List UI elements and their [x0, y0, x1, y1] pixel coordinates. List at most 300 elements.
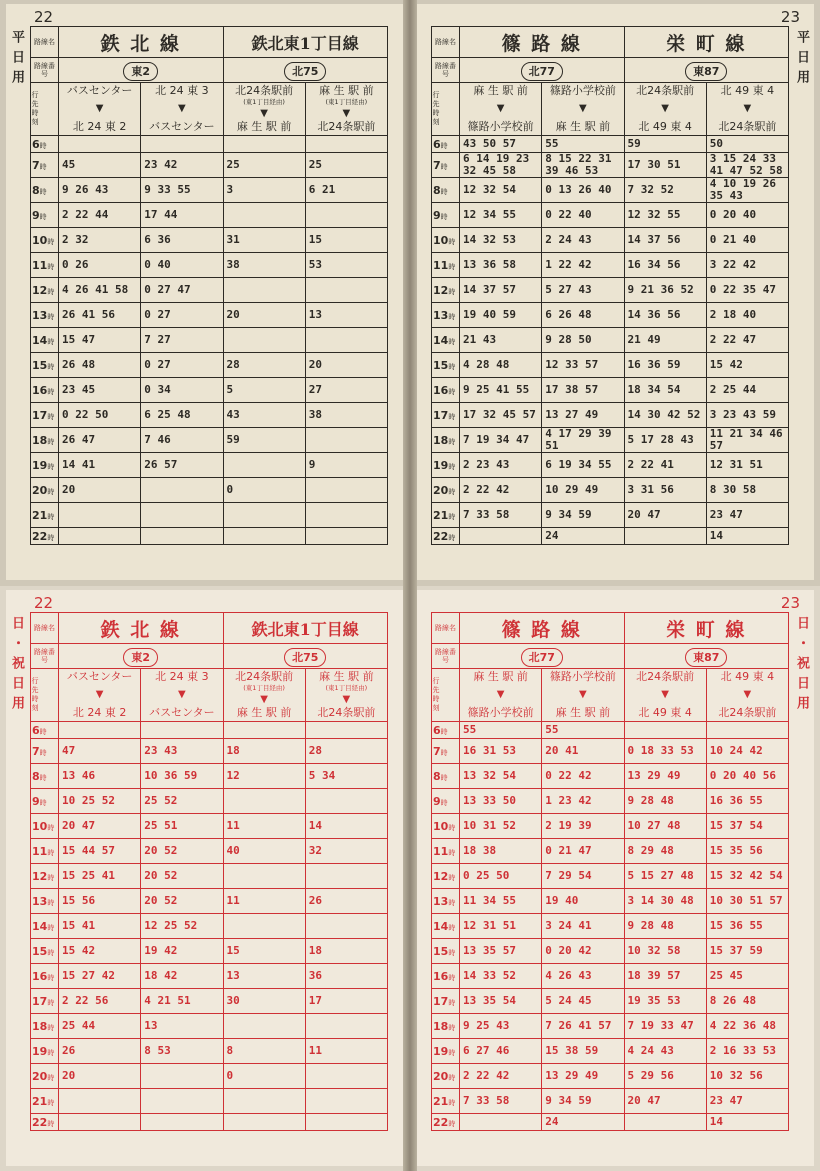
- schedule-type-label: 平日用: [794, 30, 809, 90]
- hour-value: 13: [433, 894, 449, 908]
- direction: [463, 671, 538, 719]
- hour-suffix: 時: [448, 337, 456, 346]
- hour-value: 16: [32, 383, 48, 397]
- destination-label: 行先: [432, 91, 440, 109]
- hour-value: 6: [433, 137, 441, 151]
- departure-minutes: 18 39 57: [624, 964, 706, 989]
- hour-value: 12: [433, 869, 449, 883]
- departure-minutes: 9 28 48: [624, 914, 706, 939]
- table-row: [432, 403, 789, 428]
- route-number-badge: 北75: [284, 648, 326, 667]
- down-arrow-icon: ▼: [661, 689, 669, 700]
- departure-minutes: 5: [223, 378, 305, 403]
- table-row: [432, 839, 789, 864]
- route-name: 篠 路 線: [460, 27, 625, 58]
- origin-stop: 麻 生 駅 前: [473, 670, 528, 683]
- table-row: [432, 764, 789, 789]
- departure-minutes: 1 23 42: [542, 789, 624, 814]
- hour-value: 8: [32, 183, 40, 197]
- hour-cell: [432, 328, 460, 353]
- route-number-badge: 東2: [123, 648, 158, 667]
- departure-minutes: [305, 503, 387, 528]
- hour-value: 14: [433, 919, 449, 933]
- departure-minutes: 0 27: [141, 353, 223, 378]
- hour-cell: [31, 914, 59, 939]
- hour-suffix: 時: [448, 1023, 456, 1032]
- hour-suffix: 時: [448, 998, 456, 1007]
- departure-minutes: 13 29 49: [542, 1064, 624, 1089]
- departure-minutes: 26 48: [59, 353, 141, 378]
- departure-minutes: 9 25 41 55: [460, 378, 542, 403]
- route-name: 篠 路 線: [460, 613, 625, 644]
- hour-value: 10: [433, 819, 449, 833]
- hour-suffix: 時: [47, 437, 55, 446]
- table-row: [432, 278, 789, 303]
- departure-minutes: 12 33 57: [542, 353, 624, 378]
- table-row: [432, 136, 789, 153]
- departure-minutes: 8 15 22 31 39 46 53: [542, 153, 624, 178]
- departure-minutes: 10 36 59: [141, 764, 223, 789]
- departure-minutes: [223, 722, 305, 739]
- departure-minutes: 40: [223, 839, 305, 864]
- hour-suffix: 時: [440, 798, 448, 807]
- table-row: [432, 378, 789, 403]
- hour-cell: [432, 478, 460, 503]
- departure-minutes: 2 22 56: [59, 989, 141, 1014]
- departure-minutes: 13 32 54: [460, 764, 542, 789]
- departure-minutes: 0 20 42: [542, 939, 624, 964]
- book-gutter: [403, 586, 417, 1171]
- direction-cell: [141, 83, 223, 136]
- table-row: [432, 303, 789, 328]
- page-number: 23: [780, 8, 800, 26]
- table-row: [432, 328, 789, 353]
- departure-minutes: 14: [305, 814, 387, 839]
- hour-value: 9: [433, 208, 441, 222]
- departure-minutes: 0 34: [141, 378, 223, 403]
- departure-minutes: 11: [223, 889, 305, 914]
- direction-cell: [460, 83, 542, 136]
- hour-cell: [31, 1089, 59, 1114]
- departure-minutes: 4 22 36 48: [706, 1014, 788, 1039]
- hour-suffix: 時: [448, 1098, 456, 1107]
- departure-minutes: 30: [223, 989, 305, 1014]
- departure-minutes: 21 43: [460, 328, 542, 353]
- table-row: [432, 989, 789, 1014]
- down-arrow-icon: ▼: [496, 689, 505, 700]
- route-number-label: 路線番号: [432, 58, 460, 83]
- direction-cell: [223, 669, 305, 722]
- departure-minutes: [141, 478, 223, 503]
- departure-minutes: 9 28 50: [542, 328, 624, 353]
- hour-cell: [31, 839, 59, 864]
- route-name-label: 路線名: [31, 27, 59, 58]
- hour-cell: [432, 1114, 460, 1131]
- departure-minutes: 2 24 43: [542, 228, 624, 253]
- departure-minutes: [223, 864, 305, 889]
- hour-suffix: 時: [448, 412, 456, 421]
- hour-suffix: 時: [448, 898, 456, 907]
- direction: [463, 85, 538, 133]
- route-name: 鉄北東1丁目線: [223, 27, 388, 58]
- departure-minutes: 19 42: [141, 939, 223, 964]
- departure-minutes: 8 26 48: [706, 989, 788, 1014]
- holiday-timetable-spread: [0, 586, 820, 1171]
- down-arrow-icon: ▼: [579, 689, 587, 700]
- departure-minutes: [223, 528, 305, 545]
- departure-minutes: 15 25 41: [59, 864, 141, 889]
- holiday-right-page: [417, 590, 814, 1166]
- departure-minutes: 5 17 28 43: [624, 428, 706, 453]
- time-label: 時刻: [432, 109, 440, 127]
- hour-suffix: 時: [440, 727, 448, 736]
- hour-suffix: 時: [47, 487, 55, 496]
- departure-minutes: 2 22 42: [460, 478, 542, 503]
- departure-minutes: 15 27 42: [59, 964, 141, 989]
- departure-minutes: 15 32 42 54: [706, 864, 788, 889]
- hour-value: 15: [433, 358, 449, 372]
- hour-cell: [31, 939, 59, 964]
- direction: [628, 85, 703, 133]
- departure-minutes: [141, 1064, 223, 1089]
- departure-minutes: 18 38: [460, 839, 542, 864]
- origin-stop: 北 24 東 3: [155, 670, 209, 683]
- route-number-cell: [59, 644, 224, 669]
- departure-minutes: [305, 478, 387, 503]
- departure-minutes: 4 17 29 39 51: [542, 428, 624, 453]
- hour-suffix: 時: [440, 212, 448, 221]
- table-row: [432, 528, 789, 545]
- hour-suffix: 時: [448, 287, 456, 296]
- departure-minutes: 20: [59, 478, 141, 503]
- hour-suffix: 時: [440, 748, 448, 757]
- down-arrow-icon: ▼: [95, 103, 104, 114]
- destination-stop: バスセンター: [149, 706, 215, 719]
- table-row: [31, 253, 388, 278]
- departure-minutes: 6 21: [305, 178, 387, 203]
- departure-minutes: 15 37 54: [706, 814, 788, 839]
- destination-row: [31, 669, 388, 722]
- hour-cell: [432, 1089, 460, 1114]
- direction-cell: [542, 669, 624, 722]
- schedule-type-label: 日・祝日用: [9, 616, 24, 716]
- hour-value: 19: [32, 1044, 48, 1058]
- departure-minutes: 9 33 55: [141, 178, 223, 203]
- departure-minutes: 15 37 59: [706, 939, 788, 964]
- departure-minutes: [141, 722, 223, 739]
- departure-minutes: 18 42: [141, 964, 223, 989]
- departure-minutes: [460, 1114, 542, 1131]
- route-number-badge: 東2: [123, 62, 158, 81]
- departure-minutes: 18 34 54: [624, 378, 706, 403]
- hour-cell: [432, 789, 460, 814]
- hour-cell: [31, 739, 59, 764]
- departure-minutes: [141, 1114, 223, 1131]
- departure-minutes: 24: [542, 1114, 624, 1131]
- departure-minutes: 11: [223, 814, 305, 839]
- hour-value: 20: [433, 483, 449, 497]
- direction: [144, 671, 219, 719]
- hour-cell: [31, 203, 59, 228]
- departure-minutes: 0 20 40: [706, 203, 788, 228]
- departure-minutes: 13 27 49: [542, 403, 624, 428]
- hour-value: 21: [433, 1094, 449, 1108]
- destination-stop: 北24条駅前: [718, 120, 777, 133]
- departure-minutes: [305, 722, 387, 739]
- table-row: [432, 503, 789, 528]
- departure-minutes: 0 21 40: [706, 228, 788, 253]
- departure-minutes: [223, 136, 305, 153]
- hour-value: 11: [32, 258, 48, 272]
- hour-value: 22: [433, 529, 449, 543]
- hour-suffix: 時: [448, 237, 456, 246]
- destination-stop: 北24条駅前: [317, 119, 376, 133]
- departure-minutes: 13: [141, 1014, 223, 1039]
- departure-minutes: [305, 1089, 387, 1114]
- hour-value: 20: [433, 1069, 449, 1083]
- hour-value: 17: [433, 408, 449, 422]
- departure-minutes: 20: [305, 353, 387, 378]
- departure-minutes: 23 45: [59, 378, 141, 403]
- departure-minutes: 15 47: [59, 328, 141, 353]
- departure-minutes: 2 32: [59, 228, 141, 253]
- direction-cell: [59, 83, 141, 136]
- down-arrow-icon: ▼: [743, 689, 752, 700]
- departure-minutes: 0: [223, 1064, 305, 1089]
- origin-stop: バスセンター: [66, 670, 133, 683]
- time-label: 時刻: [31, 109, 39, 127]
- hour-value: 13: [433, 308, 449, 322]
- origin-stop: 北 49 東 4: [720, 670, 775, 683]
- down-arrow-icon: ▼: [496, 103, 505, 114]
- hour-suffix: 時: [47, 462, 55, 471]
- departure-minutes: 6 27 46: [460, 1039, 542, 1064]
- hour-cell: [432, 964, 460, 989]
- hour-cell: [31, 403, 59, 428]
- direction-cell: [223, 83, 305, 136]
- hour-value: 10: [32, 819, 48, 833]
- table-row: [31, 722, 388, 739]
- table-row: [31, 203, 388, 228]
- hour-suffix: 時: [448, 262, 456, 271]
- departure-minutes: 10 24 42: [706, 739, 788, 764]
- hour-cell: [432, 303, 460, 328]
- direction: [227, 85, 302, 133]
- hour-cell: [31, 253, 59, 278]
- route-name: 栄 町 線: [624, 613, 789, 644]
- departure-minutes: 12 25 52: [141, 914, 223, 939]
- hour-value: 8: [433, 769, 441, 783]
- hour-suffix: 時: [448, 848, 456, 857]
- down-arrow-icon: ▼: [342, 107, 351, 119]
- departure-minutes: [624, 722, 706, 739]
- hour-suffix: 時: [47, 237, 55, 246]
- destination-stop: 北 24 東 2: [72, 120, 127, 133]
- departure-minutes: [141, 136, 223, 153]
- hour-cell: [432, 428, 460, 453]
- departure-minutes: [305, 789, 387, 814]
- hour-value: 16: [433, 383, 449, 397]
- destination-stop: 麻 生 駅 前: [236, 119, 292, 133]
- hour-value: 11: [433, 258, 449, 272]
- departure-minutes: 3 24 41: [542, 914, 624, 939]
- departure-minutes: 2 16 33 53: [706, 1039, 788, 1064]
- departure-minutes: 11 34 55: [460, 889, 542, 914]
- departure-minutes: 15 44 57: [59, 839, 141, 864]
- route-number-row: [31, 58, 388, 83]
- table-row: [432, 253, 789, 278]
- via-note: (東1丁目経由): [243, 684, 285, 693]
- hour-cell: [31, 789, 59, 814]
- hour-value: 12: [32, 283, 48, 297]
- hour-cell: [31, 864, 59, 889]
- hour-suffix: 時: [47, 848, 55, 857]
- hour-cell: [31, 353, 59, 378]
- table-row: [432, 964, 789, 989]
- departure-minutes: 13 36 58: [460, 253, 542, 278]
- departure-minutes: 18: [223, 739, 305, 764]
- origin-stop: バスセンター: [66, 84, 133, 97]
- timetable: [30, 26, 388, 545]
- departure-minutes: [223, 203, 305, 228]
- departure-minutes: 25 44: [59, 1014, 141, 1039]
- departure-minutes: 15: [305, 228, 387, 253]
- departure-minutes: 7 19 34 47: [460, 428, 542, 453]
- departure-minutes: 25 52: [141, 789, 223, 814]
- departure-minutes: 0 22 42: [542, 764, 624, 789]
- hour-value: 17: [32, 994, 48, 1008]
- hour-cell: [31, 153, 59, 178]
- down-arrow-icon: ▼: [178, 689, 186, 700]
- departure-minutes: 2 23 43: [460, 453, 542, 478]
- departure-minutes: 20 41: [542, 739, 624, 764]
- time-label: 時刻: [31, 695, 39, 713]
- hour-suffix: 時: [448, 1048, 456, 1057]
- hour-cell: [432, 136, 460, 153]
- hour-value: 16: [32, 969, 48, 983]
- table-row: [31, 228, 388, 253]
- departure-minutes: 13: [223, 964, 305, 989]
- departure-minutes: 5 34: [305, 764, 387, 789]
- hour-cell: [432, 939, 460, 964]
- departure-minutes: 0 18 33 53: [624, 739, 706, 764]
- route-number-cell: [460, 644, 625, 669]
- departure-minutes: 28: [223, 353, 305, 378]
- departure-minutes: [305, 136, 387, 153]
- table-row: [432, 1114, 789, 1131]
- departure-minutes: 10 25 52: [59, 789, 141, 814]
- departure-minutes: 16 31 53: [460, 739, 542, 764]
- table-row: [31, 136, 388, 153]
- departure-minutes: 31: [223, 228, 305, 253]
- departure-minutes: 14 36 56: [624, 303, 706, 328]
- holiday-left-page: [6, 590, 403, 1166]
- table-row: [31, 303, 388, 328]
- destination-time-label: [432, 83, 460, 136]
- table-row: [432, 1064, 789, 1089]
- hour-value: 21: [32, 1094, 48, 1108]
- departure-minutes: [305, 203, 387, 228]
- departure-minutes: 23 42: [141, 153, 223, 178]
- departure-minutes: 25 51: [141, 814, 223, 839]
- departure-minutes: 43 50 57: [460, 136, 542, 153]
- hour-cell: [31, 228, 59, 253]
- departure-minutes: 7 33 58: [460, 503, 542, 528]
- origin-stop: 麻 生 駅 前: [319, 670, 374, 683]
- route-number-badge: 北75: [284, 62, 326, 81]
- via-note: (東1丁目経由): [325, 684, 368, 693]
- down-arrow-icon: ▼: [260, 107, 268, 119]
- hour-value: 11: [433, 844, 449, 858]
- origin-stop: 北24条駅前: [235, 84, 294, 97]
- table-row: [432, 428, 789, 453]
- table-row: [432, 939, 789, 964]
- route-number-cell: [624, 58, 789, 83]
- table-row: [31, 1064, 388, 1089]
- departure-minutes: 20 47: [59, 814, 141, 839]
- hour-suffix: 時: [448, 387, 456, 396]
- down-arrow-icon: ▼: [743, 103, 752, 114]
- hour-cell: [31, 136, 59, 153]
- route-number-badge: 東87: [685, 62, 727, 81]
- hour-cell: [432, 1064, 460, 1089]
- departure-minutes: 2 25 44: [706, 378, 788, 403]
- departure-minutes: 4 28 48: [460, 353, 542, 378]
- hour-cell: [432, 453, 460, 478]
- hour-suffix: 時: [39, 773, 47, 782]
- route-number-badge: 東87: [685, 648, 727, 667]
- departure-minutes: 2 22 44: [59, 203, 141, 228]
- direction: [227, 671, 302, 719]
- hour-suffix: 時: [47, 387, 55, 396]
- hour-value: 6: [32, 723, 40, 737]
- direction: [62, 85, 137, 133]
- origin-stop: 北24条駅前: [235, 670, 294, 683]
- departure-minutes: 36: [305, 964, 387, 989]
- hour-suffix: 時: [47, 1119, 55, 1128]
- departure-minutes: 55: [542, 722, 624, 739]
- hour-value: 7: [32, 744, 40, 758]
- hour-suffix: 時: [448, 948, 456, 957]
- departure-minutes: 14 41: [59, 453, 141, 478]
- hour-suffix: 時: [47, 337, 55, 346]
- direction-cell: [542, 83, 624, 136]
- departure-minutes: 6 19 34 55: [542, 453, 624, 478]
- direction: [309, 85, 384, 133]
- route-number-cell: [59, 58, 224, 83]
- departure-minutes: 9 21 36 52: [624, 278, 706, 303]
- hour-suffix: 時: [448, 533, 456, 542]
- destination-stop: 北24条駅前: [317, 705, 376, 719]
- departure-minutes: 9 25 43: [460, 1014, 542, 1039]
- hour-cell: [432, 353, 460, 378]
- table-row: [432, 353, 789, 378]
- origin-stop: 北 49 東 4: [720, 84, 775, 97]
- departure-minutes: 10 32 56: [706, 1064, 788, 1089]
- hour-suffix: 時: [448, 512, 456, 521]
- hour-suffix: 時: [448, 437, 456, 446]
- departure-minutes: [223, 914, 305, 939]
- hour-cell: [432, 403, 460, 428]
- departure-minutes: 17 44: [141, 203, 223, 228]
- destination-label: 行先: [31, 677, 39, 695]
- departure-minutes: 6 14 19 23 32 45 58: [460, 153, 542, 178]
- table-row: [31, 764, 388, 789]
- hour-cell: [432, 228, 460, 253]
- table-row: [432, 1089, 789, 1114]
- table-row: [31, 989, 388, 1014]
- departure-minutes: [624, 528, 706, 545]
